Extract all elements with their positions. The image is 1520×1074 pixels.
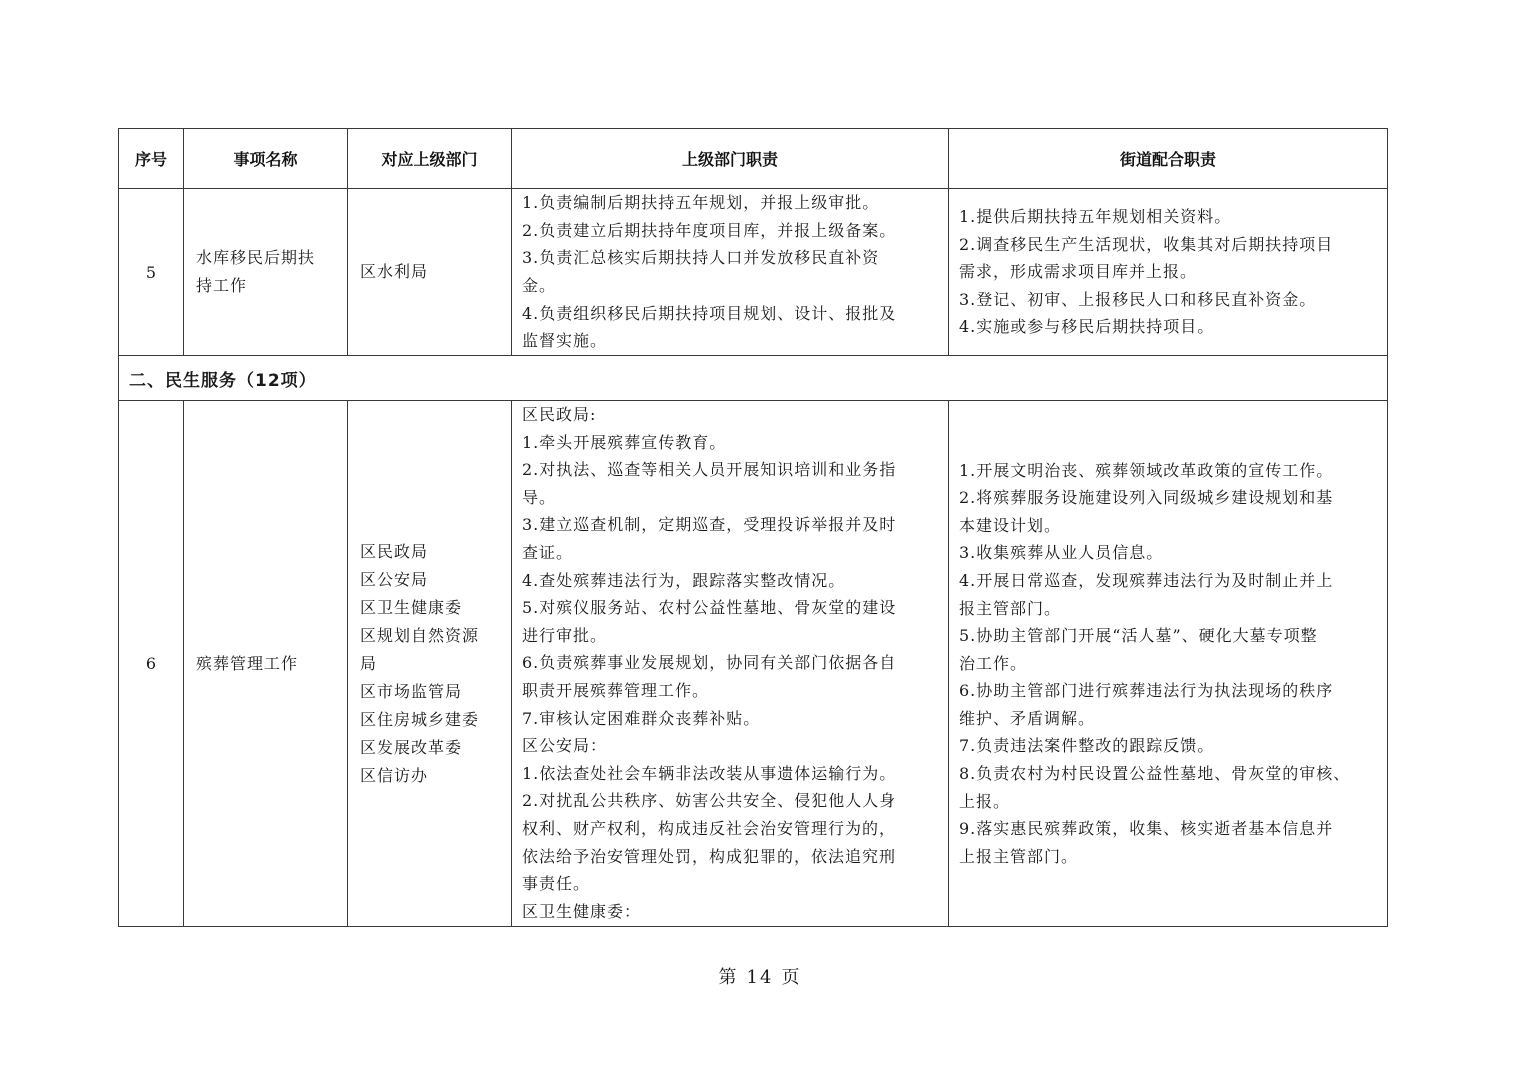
duty-line: 权利、财产权利，构成违反社会治安管理行为的， xyxy=(522,818,897,838)
department-line: 区公安局 xyxy=(360,569,429,589)
duty-line: 上报主管部门。 xyxy=(959,846,1079,866)
duty-line: 1.开展文明治丧、殡葬领域改革政策的宣传工作。 xyxy=(959,460,1334,480)
department-line: 区发展改革委 xyxy=(360,737,463,757)
header-street-duties: 街道配合职责 xyxy=(949,129,1388,189)
page-number-suffix: 页 xyxy=(781,967,802,988)
duty-line: 8.负责农村为村民设置公益性墓地、骨灰堂的审核、 xyxy=(959,764,1351,784)
row-serial: 6 xyxy=(119,401,184,927)
duty-line: 2.将殡葬服务设施建设列入同级城乡建设规划和基 xyxy=(959,488,1334,508)
duty-line: 监督实施。 xyxy=(522,331,608,351)
duty-line: 报主管部门。 xyxy=(959,598,1062,618)
duty-line: 4.开展日常巡查，发现殡葬违法行为及时制止并上 xyxy=(959,570,1334,590)
duty-line: 3.负责汇总核实后期扶持人口并发放移民直补资 xyxy=(522,248,880,268)
table-row xyxy=(119,401,1388,927)
section-heading: 二、民生服务（12项） xyxy=(119,356,1388,401)
duty-line: 上报。 xyxy=(959,791,1011,811)
duty-line: 7.审核认定困难群众丧葬补贴。 xyxy=(522,708,761,728)
table-row xyxy=(119,189,1388,356)
duty-line: 维护、矛盾调解。 xyxy=(959,708,1096,728)
duty-line: 2.对扰乱公共秩序、妨害公共安全、侵犯他人人身 xyxy=(522,791,897,811)
table-header-row xyxy=(119,129,1388,189)
duty-line: 3.建立巡查机制，定期巡查，受理投诉举报并及时 xyxy=(522,515,897,535)
duty-line: 9.落实惠民殡葬政策，收集、核实逝者基本信息并 xyxy=(959,819,1334,839)
department-line: 局 xyxy=(360,653,378,673)
duty-line: 4.实施或参与移民后期扶持项目。 xyxy=(959,317,1215,337)
duty-line: 2.调查移民生产生活现状，收集其对后期扶持项目 xyxy=(959,234,1334,254)
duty-line: 需求，形成需求项目库并上报。 xyxy=(959,262,1198,282)
duty-line: 2.对执法、巡查等相关人员开展知识培训和业务指 xyxy=(522,460,897,480)
duty-line: 依法给予治安管理处罚，构成犯罪的，依法追究刑 xyxy=(522,846,897,866)
responsibility-table xyxy=(118,128,1388,927)
item-name-line: 持工作 xyxy=(196,276,248,295)
department-line: 区规划自然资源 xyxy=(360,625,480,645)
department-line: 区住房城乡建委 xyxy=(360,709,480,729)
duty-line: 7.负责违法案件整改的跟踪反馈。 xyxy=(959,736,1215,756)
duty-line: 3.收集殡葬从业人员信息。 xyxy=(959,543,1164,563)
duty-line: 事责任。 xyxy=(522,874,591,894)
row-street-duties xyxy=(949,189,1388,356)
row-serial: 5 xyxy=(119,189,184,356)
duty-line: 5.对殡仪服务站、农村公益性墓地、骨灰堂的建设 xyxy=(522,598,897,618)
row-item-name xyxy=(184,189,348,356)
row-upper-department xyxy=(348,189,512,356)
duty-line: 本建设计划。 xyxy=(959,515,1062,535)
header-item-name: 事项名称 xyxy=(184,129,348,189)
duty-line: 3.登记、初审、上报移民人口和移民直补资金。 xyxy=(959,289,1317,309)
header-serial: 序号 xyxy=(119,129,184,189)
duty-line: 区民政局: xyxy=(522,405,597,424)
duty-line: 6.负责殡葬事业发展规划，协同有关部门依据各自 xyxy=(522,653,897,673)
department-line: 区民政局 xyxy=(360,541,429,561)
duty-line: 1.提供后期扶持五年规划相关资料。 xyxy=(959,207,1232,227)
item-name-line: 殡葬管理工作 xyxy=(196,653,299,673)
duty-line: 职责开展殡葬管理工作。 xyxy=(522,680,710,700)
row-upper-duties xyxy=(512,189,949,356)
duty-line: 区公安局： xyxy=(522,736,608,756)
duty-line: 金。 xyxy=(522,276,557,295)
page-number xyxy=(0,963,1520,989)
row-item-name xyxy=(184,401,348,927)
page-number-value: 14 xyxy=(746,967,774,988)
row-upper-department xyxy=(348,401,512,927)
duty-line: 区卫生健康委： xyxy=(522,901,642,921)
row-street-duties xyxy=(949,401,1388,927)
header-upper-duties: 上级部门职责 xyxy=(512,129,949,189)
row-upper-duties xyxy=(512,401,949,927)
section-heading-row xyxy=(119,356,1388,401)
duty-line: 4.负责组织移民后期扶持项目规划、设计、报批及 xyxy=(522,303,897,323)
duty-line: 查证。 xyxy=(522,542,574,562)
header-upper-department: 对应上级部门 xyxy=(348,129,512,189)
duty-line: 进行审批。 xyxy=(522,625,608,645)
department-line: 区卫生健康委 xyxy=(360,597,463,617)
duty-line: 1.依法查处社会车辆非法改装从事遗体运输行为。 xyxy=(522,763,897,783)
duty-line: 2.负责建立后期扶持年度项目库，并报上级备案。 xyxy=(522,220,897,240)
duty-line: 治工作。 xyxy=(959,653,1028,673)
department-line: 区市场监管局 xyxy=(360,681,463,701)
duty-line: 1.牵头开展殡葬宣传教育。 xyxy=(522,432,727,452)
duty-line: 6.协助主管部门进行殡葬违法行为执法现场的秩序 xyxy=(959,681,1334,701)
duty-line: 5.协助主管部门开展“活人墓”、硬化大墓专项整 xyxy=(959,626,1318,646)
duty-line: 导。 xyxy=(522,487,557,507)
duty-line: 4.查处殡葬违法行为，跟踪落实整改情况。 xyxy=(522,570,846,590)
page-number-prefix: 第 xyxy=(718,967,739,988)
duty-line: 1.负责编制后期扶持五年规划，并报上级审批。 xyxy=(522,193,880,213)
department-line: 区信访办 xyxy=(360,765,429,785)
department-line: 区水利局 xyxy=(360,262,429,281)
item-name-line: 水库移民后期扶 xyxy=(196,248,316,267)
